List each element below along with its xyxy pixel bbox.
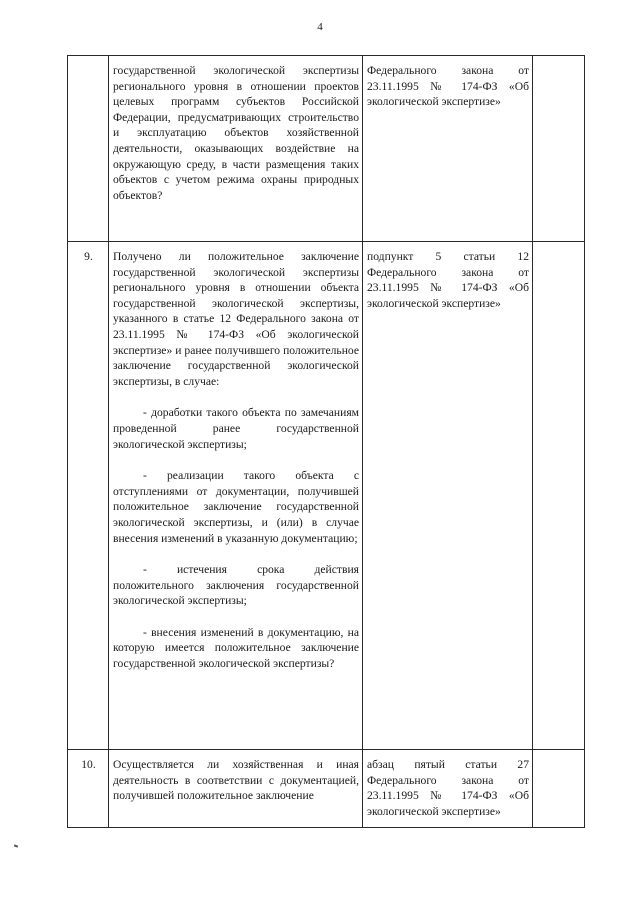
page-number: 4	[317, 21, 323, 33]
row-number: 10.	[68, 750, 109, 828]
reference-cell: абзац пятый статьи 27 Федерального закона от 23.11.1995 № 174-ФЗ «Об экологической экспертизе»	[363, 750, 533, 828]
empty-cell	[533, 56, 585, 242]
question-cell: государственной экологической экспертизы регионального уровня в отношении проектов целевых программ субъектов Российской Федерации, предусматривающих строительство и эксплуатацию объектов хозяйственной деятельности, оказывающих воздействие на окружающую среду, в части размещения таких объектов с учетом режима охраны природных объектов?	[109, 56, 363, 242]
reference-cell: подпункт 5 статьи 12 Федерального закона от 23.11.1995 № 174-ФЗ «Об экологической экспертизе»	[363, 242, 533, 750]
question-item: - реализации такого объекта с отступлениями от документации, получившей положительное заключение государственной экологической экспертизы, и (или) в случае внесения изменений в указанную документацию;	[113, 469, 359, 545]
question-item: - истечения срока действия положительного заключения государственной экологической экспертизы;	[113, 563, 359, 608]
empty-cell	[533, 750, 585, 828]
table-row	[68, 56, 585, 242]
row-number: 9.	[68, 242, 109, 750]
question-cell: Осуществляется ли хозяйственная и иная деятельность в соответствии с документацией, получившей положительное заключение	[109, 750, 363, 828]
question-intro: Получено ли положительное заключение государственной экологической экспертизы регионального уровня в отношении объекта государственной экологической экспертизы, указанного в статье 12 Федерального закона от 23.11.1995 № 174-ФЗ «Об экологической экспертизе» и ранее получившего положительное заключение государственной экологической экспертизы, в случае:	[113, 250, 359, 388]
checklist-table	[67, 55, 585, 828]
question-item: - доработки такого объекта по замечаниям проведенной ранее государственной экологической экспертизы;	[113, 406, 359, 451]
reference-cell: Федерального закона от 23.11.1995 № 174-ФЗ «Об экологической экспертизе»	[363, 56, 533, 242]
question-cell	[109, 242, 363, 750]
question-item: - внесения изменений в документацию, на которую имеется положительное заключение государственной экологической экспертизы?	[113, 625, 359, 671]
table-row	[68, 750, 585, 828]
scan-artifact	[14, 844, 18, 847]
empty-cell	[533, 242, 585, 750]
row-number	[68, 56, 109, 242]
table-row	[68, 242, 585, 750]
